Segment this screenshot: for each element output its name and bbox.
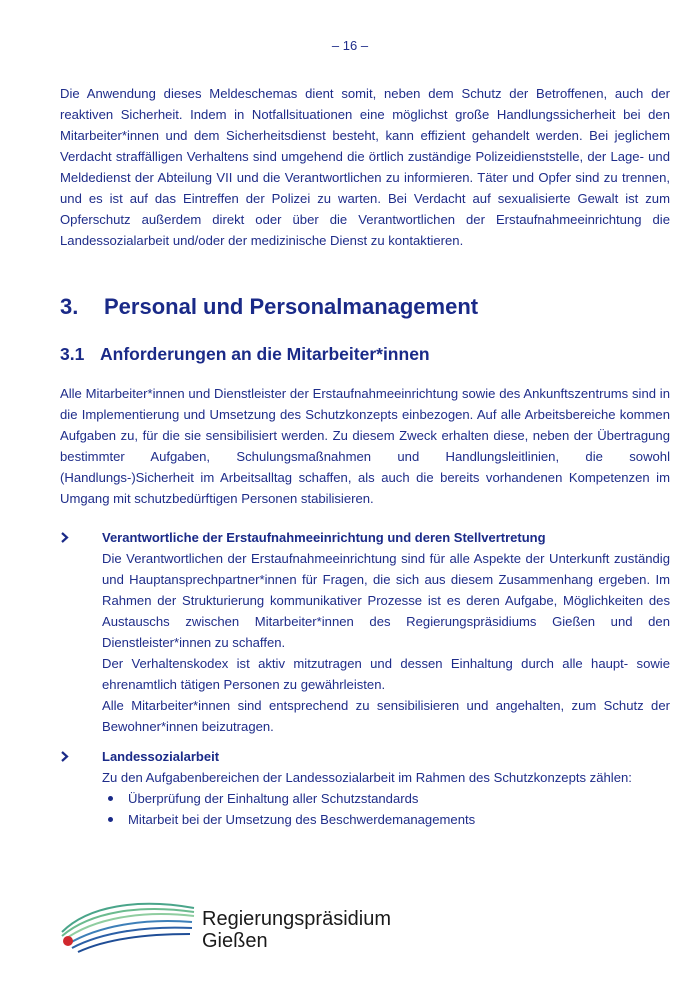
social-work-task-list [102,788,670,830]
section-responsible-text-1: Die Verantwortlichen der Erstaufnahmeeinrichtung sind für alle Aspekte der Unterkunft zuständig und Hauptansprechpartner*innen für Fragen, die sich aus diesem Zusammenhang ergeben. Im Rahmen der Strukturierung kommunikativer Prozesse ist es deren Aufgabe, Möglichkeiten des Austauschs zwischen Mitarbeiter*innen des Regierungspräsidiums Gießen und den Dienstleister*innen zu schaffen. [102,551,670,650]
section-social-work-text: Zu den Aufgabenbereichen der Landessozialarbeit im Rahmen des Schutzkonzepts zählen: [102,770,632,785]
list-item-text: Mitarbeit bei der Umsetzung des Beschwerdemanagements [128,812,476,827]
subsection-heading-number: 3.1 [60,344,85,364]
list-item [102,788,670,809]
section-heading-title: Personal und Personalmanagement [104,294,479,319]
section-heading-number: 3. [60,294,79,319]
requirements-paragraph: Alle Mitarbeiter*innen und Dienstleister der Erstaufnahmeeinrichtung sowie des Ankunftszentrums sind in die Implementierung und Umsetzung des Schutzkonzepts einbezogen. Auf alle Arbeitsbereiche kommen Aufgaben zu, für die sie sensibilisiert werden. Zu diesem Zweck erhalten diese, neben der Übertragung bestimmter Aufgaben, Schulungsmaßnahmen und Handlungsleitlinien, die sowohl (Handlungs-)Sicherheit im Arbeitsalltag schaffen, als auch die bereits vorhandenen Kompetenzen im Umgang mit schutzbedürftigen Personen stabilisieren. [60,386,670,506]
bullet-dot-icon [108,817,113,822]
section-responsible-text-2: Der Verhaltenskodex ist aktiv mitzutragen und dessen Einhaltung durch alle haupt- sowie ehrenamtlich tätigen Personen zu gewährleisten. [102,656,670,692]
list-item [102,809,670,830]
logo-wave-mark [58,898,198,958]
section-social-work [60,746,670,830]
section-responsible-persons [60,527,670,737]
list-item-text: Überprüfung der Einhaltung aller Schutzstandards [128,791,419,806]
organization-logo [58,898,418,958]
logo-wordmark-line1: Regierungspräsidium [202,908,391,930]
logo-wordmark [202,908,391,952]
logo-wordmark-line2: Gießen [202,930,268,952]
page-number: – 16 – [331,38,369,53]
subsection-heading [60,344,430,365]
section-responsible-text-3: Alle Mitarbeiter*innen sind entsprechend zu sensibilisieren und angehalten, zum Schutz der Bewohner*innen beizutragen. [102,698,670,734]
section-social-work-title: Landessozialarbeit [102,749,220,764]
chevron-right-icon [60,746,70,767]
section-responsible-title: Verantwortliche der Erstaufnahmeeinrichtung und deren Stellvertretung [102,530,546,545]
bullet-dot-icon [108,796,113,801]
intro-paragraph: Die Anwendung dieses Meldeschemas dient somit, neben dem Schutz der Betroffenen, auch der reaktiven Sicherheit. Indem in Notfallsituationen eine möglichst große Handlungssicherheit bei den Mitarbeiter*innen und dem Sicherheitsdienst besteht, kann effizient gehandelt werden. Bei jeglichem Verdacht straffälligen Verhaltens sind umgehend die örtlich zuständige Polizeidienststelle, der Lage- und Meldedienst der Abteilung VII und die Verantwortlichen zu informieren. Täter und Opfer sind zu trennen, und es ist auf das Eintreffen der Polizei zu warten. Bei Verdacht auf sexualisierte Gewalt ist zum Opferschutz außerdem direkt oder über die Verantwortlichen der Erstaufnahmeeinrichtung die Landessozialarbeit und/oder der medizinische Dienst zu kontaktieren. [60,86,670,248]
section-heading [60,294,478,320]
chevron-right-icon [60,527,70,548]
subsection-heading-title: Anforderungen an die Mitarbeiter*innen [100,344,430,364]
